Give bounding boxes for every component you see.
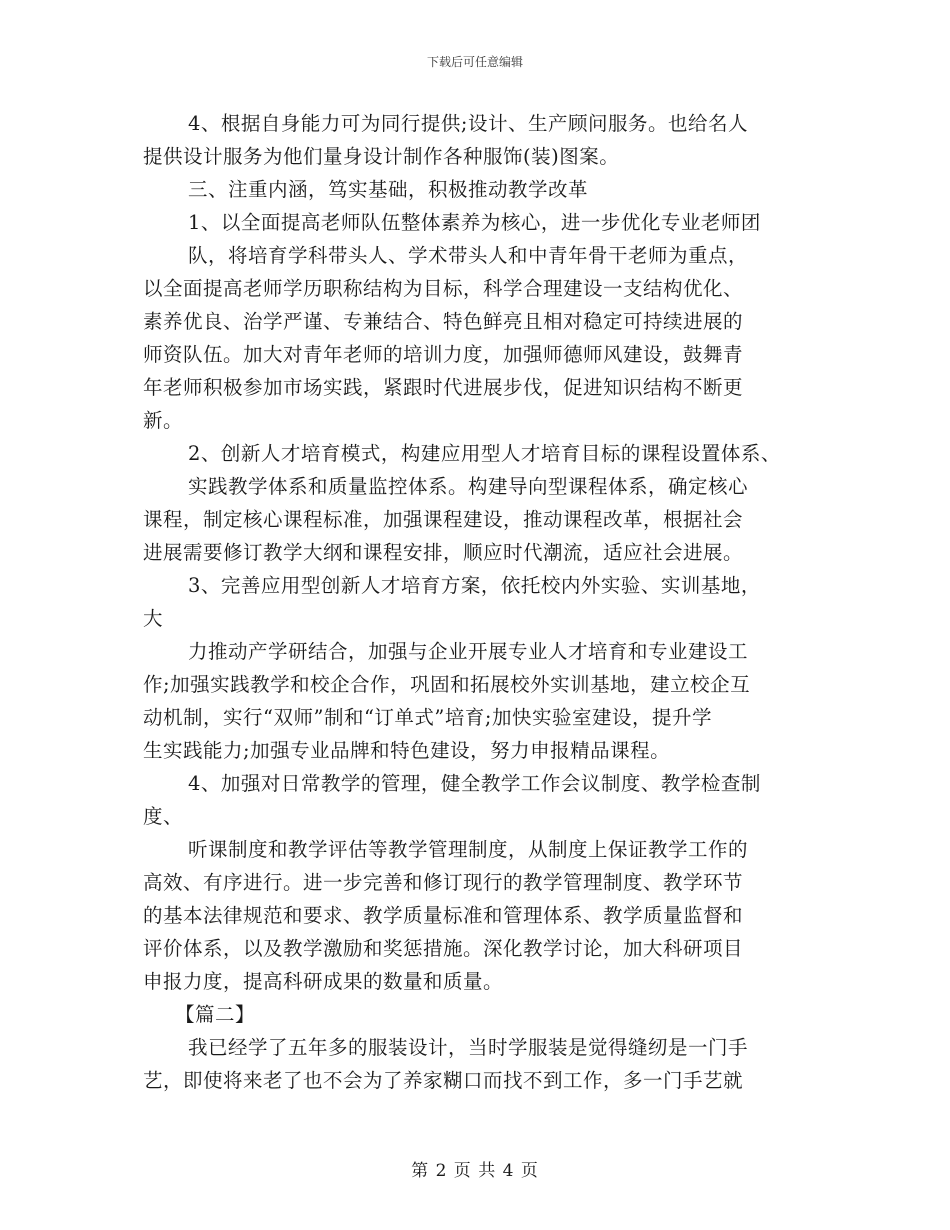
text-line: 以全面提高老师学历职称结构为目标，科学合理建设一支结构优化、 (143, 277, 744, 300)
text-line: 大 (143, 607, 164, 630)
text-line: 度、 (143, 805, 184, 828)
text-line: 队，将培育学科带头人、学术带头人和中青年骨干老师为重点， (188, 244, 749, 267)
text-line: 申报力度，提高科研成果的数量和质量。 (143, 970, 504, 993)
page-number: 第 2 页 共 4 页 (411, 1161, 539, 1181)
section-heading: 【篇二】 (175, 1003, 256, 1026)
section-heading: 三、注重内涵，笃实基础，积极推动教学改革 (188, 178, 589, 201)
text-line: 实践教学体系和质量监控体系。构建导向型课程体系，确定核心 (188, 475, 749, 498)
text-line: 提供设计服务为他们量身设计制作各种服饰(装)图案。 (143, 145, 620, 168)
text-line: 4、加强对日常教学的管理，健全教学工作会议制度、教学检查制 (188, 772, 761, 795)
text-line: 听课制度和教学评估等教学管理制度，从制度上保证教学工作的 (188, 838, 749, 861)
text-line: 评价体系，以及教学激励和奖惩措施。深化教学讨论，加大科研项目 (143, 937, 744, 960)
text-line: 的基本法律规范和要求、教学质量标准和管理体系、教学质量监督和 (143, 904, 744, 927)
text-line: 4、根据自身能力可为同行提供;设计、生产顾问服务。也给名人 (188, 112, 748, 135)
text-line: 生实践能力;加强专业品牌和特色建设，努力申报精品课程。 (143, 739, 671, 762)
text-line: 力推动产学研结合，加强与企业开展专业人才培育和专业建设工 (188, 640, 749, 663)
text-line: 进展需要修订教学大纲和课程安排，顺应时代潮流，适应社会进展。 (143, 541, 744, 564)
text-line: 师资队伍。加大对青年老师的培训力度，加强师德师风建设，鼓舞青 (143, 343, 744, 366)
text-line: 作;加强实践教学和校企合作，巩固和拓展校外实训基地，建立校企互 (143, 673, 751, 696)
text-line: 年老师积极参加市场实践，紧跟时代进展步伐，促进知识结构不断更 (143, 376, 744, 399)
text-line: 1、以全面提高老师队伍整体素养为核心，进一步优化专业老师团 (188, 211, 761, 234)
text-line: 新。 (143, 409, 184, 432)
text-line: 我已经学了五年多的服装设计，当时学服装是觉得缝纫是一门手 (188, 1036, 749, 1059)
text-line: 2、创新人才培育模式，构建应用型人才培育目标的课程设置体系、 (188, 442, 781, 465)
text-line: 艺，即使将来老了也不会为了养家糊口而找不到工作，多一门手艺就 (143, 1069, 744, 1092)
text-line: 课程，制定核心课程标准，加强课程建设，推动课程改革，根据社会 (143, 508, 744, 531)
text-line: 素养优良、治学严谨、专兼结合、特色鲜亮且相对稳定可持续进展的 (143, 310, 744, 333)
text-line: 动机制，实行“双师”制和“订单式”培育;加快实验室建设，提升学 (143, 706, 712, 729)
text-line: 3、完善应用型创新人才培育方案，依托校内外实验、实训基地， (188, 574, 761, 597)
text-line: 高效、有序进行。进一步完善和修订现行的教学管理制度、教学环节 (143, 871, 744, 894)
page-header: 下载后可任意编辑 (426, 55, 523, 69)
